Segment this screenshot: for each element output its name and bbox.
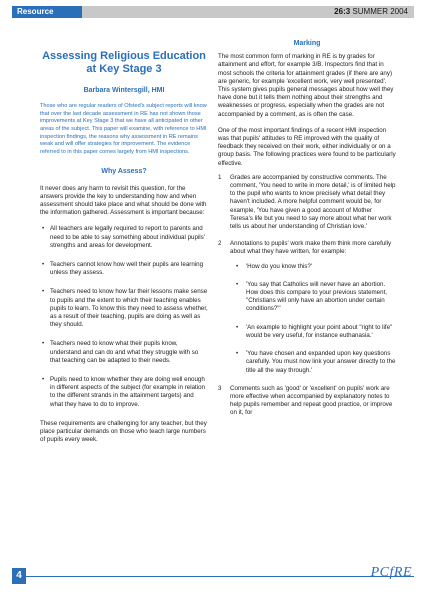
article-title: Assessing Religious Education at Key Stage 3 [42,50,206,75]
why-assess-paragraph: It never does any harm to revisit this question, for the answers provide the key to understanding how and when assessment should take place and what should be done with the information gathered. Assessment is important because: [40,184,207,217]
list-item: • All teachers are legally required to report to parents and need to be able to say something about individual pupils' strengths and areas for development. [40,225,208,250]
section-label: Resource [17,7,54,16]
practices-list [218,174,396,418]
header-bar [12,6,414,18]
why-assess-heading: Why Assess? [101,168,147,176]
left-column [40,40,208,450]
footer-rule [12,576,414,577]
practice-item [218,240,396,374]
issue-season: SUMMER 2004 [352,7,408,16]
reasons-list [40,225,208,408]
list-item: • 'You say that Catholics will never have an abortion. How does this compare to your previous statement, "Christians will only have an abortion under certain conditions?"' [234,281,396,314]
annotation-examples [234,263,396,375]
practice-item [218,385,396,418]
list-item: • Teachers need to know what their pupils know, understand and can do and what they struggle with so that teaching can be adapted to their needs. [40,340,208,365]
list-item: • Teachers cannot know how well their pupils are learning unless they assess. [40,261,208,277]
list-item: • 'You have chosen and expanded upon key questions carefully. You must now link your answer directly to the title all the way through.' [234,350,396,375]
list-item: • 'How do you know this?' [234,263,396,271]
practice-text: Annotations to pupils' work make them think more carefully about what they have written, for example: [230,240,392,256]
issue-label [334,6,408,18]
article-intro: Those who are regular readers of Ofsted's subject reports will know that over the last decade assessment in RE has not shown those improvements at Key Stage 3 that we have all anticipated in other areas of the subject. This paper will examine, with reference to HMI inspection findings, the reasons why assessment in RE remains weak and will offer strategies for improvement. The evidence referred to in this paper comes largely from HMI inspections. [40,103,207,155]
practice-number: 2 [218,240,222,248]
page-number: 4 [12,568,26,584]
practice-text: Grades are accompanied by constructive comments. The comment, 'You need to write in more detail,' is of limited help to the pupil who wants to know precisely what detail they haven't included. A more helpful comment would be, for example, 'You have given a good account of Mother Teresa's life but you need to say more about what her work tells us about her understanding of Christian love.' [230,173,396,231]
marking-paragraph-1: The most common form of marking in RE is by grades for attainment and effort, for example 3/B. Inspectors find that in most schools the criteria for attainment grades (if there are any) are generic, for example 'excellent work, very well presented'. This system gives pupils general messages about how well they have done but it tells them nothing about their strengths and weaknesses or progress, especially when the grades are not accompanied by a comment, as is often the case. [218,53,394,118]
section-tab [12,6,82,18]
practice-item [218,174,396,231]
practice-number: 1 [218,173,222,181]
marking-heading: Marking [293,40,321,47]
list-item: • Teachers need to know how far their lessons make sense to pupils and the extent to which their teaching enables pupils to learn. To know this they need to assess whether, as a result of their teaching, pupils are doing as well as they should. [40,288,208,329]
marking-paragraph-2: One of the most important findings of a recent HMI inspection was that pupils' attitudes to RE improved with the quality of feedback they received on their work, either individually or on a group basis. The following practices were found to be particularly effective. [218,126,396,167]
issue-number: 26:3 [334,7,351,16]
article-author: Barbara Wintersgill, HMI [83,87,165,94]
practice-number: 3 [218,384,222,392]
practice-text: Comments such as 'good' or 'excellent' on pupils' work are more effective when accompanied by explanatory notes to help pupils remember and repeat good practice, or improve on it, for [230,384,393,417]
list-item: • 'An example to highlight your point about "right to life" would be very useful, for instance euthanasia.' [234,324,396,340]
publisher-logo: PCfRE [370,565,412,580]
closing-paragraph: These requirements are challenging for any teacher, but they place particular demands on those who teach large numbers of pupils every week. [40,419,207,444]
list-item: • Pupils need to know whether they are doing well enough in different aspects of the subject (for example in relation to the different strands in the attainment targets) and what they have to do to improve. [40,376,208,409]
right-column [218,40,396,427]
